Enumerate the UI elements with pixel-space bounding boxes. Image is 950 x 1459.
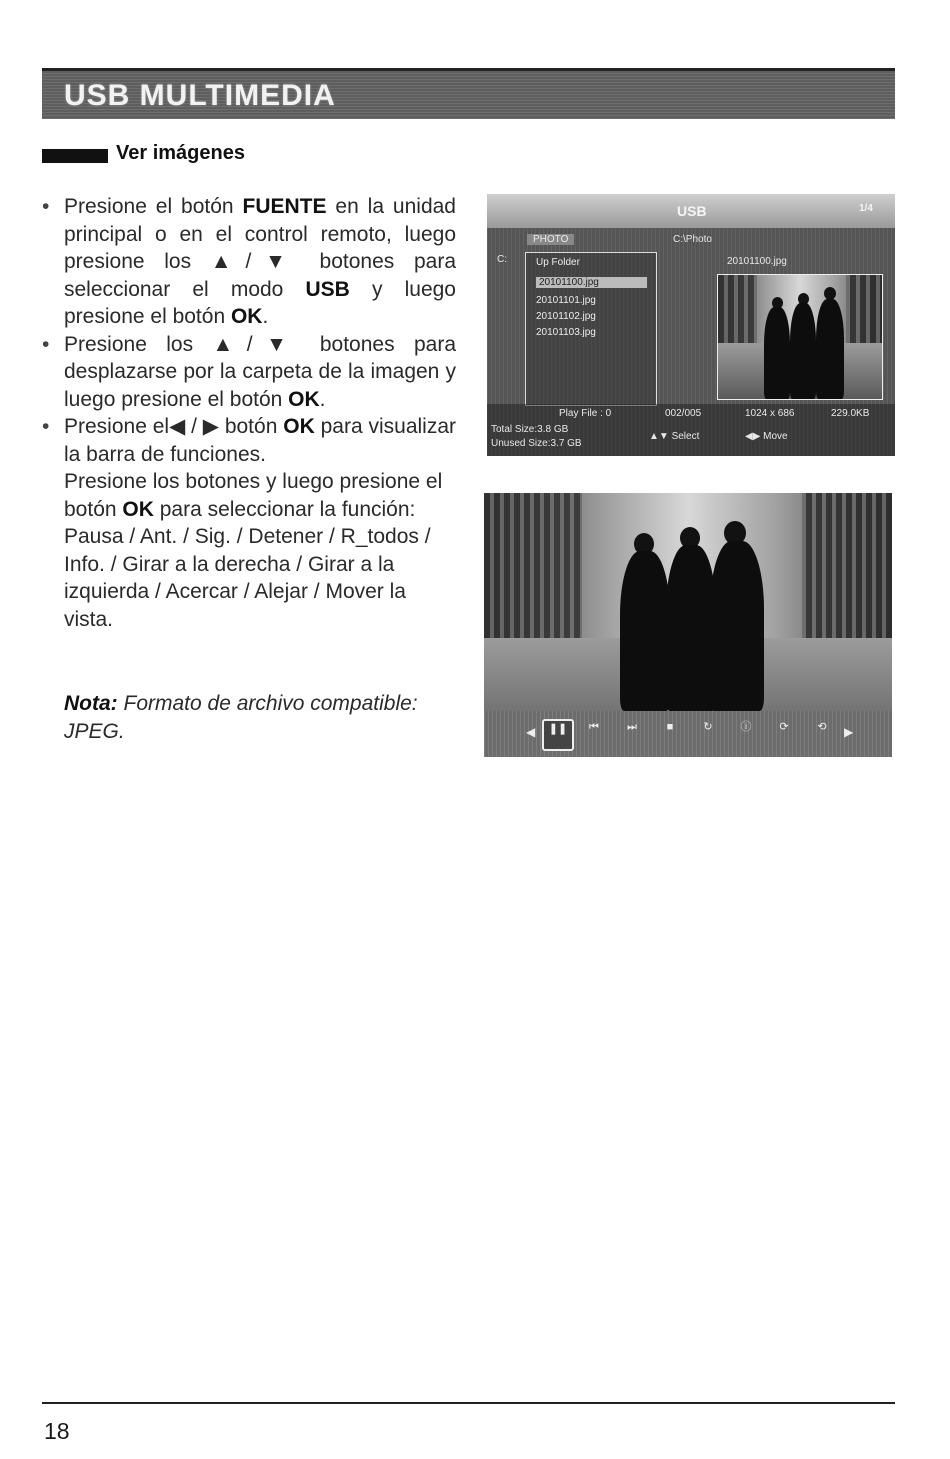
bullet-text: para visualizar la barra de funciones. [64,415,456,466]
play-file: Play File : 0 [559,408,612,419]
section-title: Ver imágenes [116,142,245,164]
prev-button[interactable]: ⏮ [589,721,599,733]
file-list-item[interactable]: 20101102.jpg [536,311,596,322]
select-hint: ▲▼ Select [649,431,700,442]
note-text: Formato de archivo compatible: JPEG. [64,692,418,743]
usb-body [487,228,895,456]
header-title: USB MULTIMEDIA [64,79,336,112]
bullet-text: Presione el botón [64,195,243,218]
keyword: FUENTE [242,195,327,218]
usb-title-bar [487,194,895,228]
repeat-button[interactable]: ↻ [703,721,713,733]
bullet-text: . [262,305,269,328]
file-list [525,252,657,406]
keyword: OK [288,387,320,411]
drive-label: C: [497,254,507,265]
total-size: Total Size:3.8 GB [491,424,569,435]
preview-filename: 20101100.jpg [727,256,787,267]
keyword: OK [122,497,154,521]
bullet-text: . [319,387,326,411]
file-list-item[interactable]: 20101100.jpg [536,277,647,288]
usb-corner: 1/4 [859,203,873,214]
photo-viewer-screenshot [484,493,892,757]
toolbar-right-arrow-icon[interactable]: ▶ [844,725,854,739]
function-bar [484,711,892,757]
usb-title: USB [677,203,707,219]
bullet-item [42,331,456,414]
file-list-item[interactable]: 20101103.jpg [536,327,596,338]
bullet-continuation [42,468,456,633]
usb-browser-screenshot [487,194,895,456]
bullet-text: para seleccionar la función: Pausa / Ant. / Sig. / Detener / R_todos / Info. / Girar a la derecha / Girar a la izquierda / Acercar / Alejar / Mover la vista. [64,497,431,631]
stop-button[interactable]: ■ [666,721,674,733]
rotate-right-button[interactable]: ⟳ [779,721,789,733]
page-number: 18 [44,1418,70,1444]
photo-preview [717,274,883,400]
section-marker [42,149,108,163]
header-bar [42,68,895,119]
instructions [42,193,456,633]
pause-button[interactable]: ❚❚ [542,719,574,751]
file-size: 229.0KB [831,408,870,419]
bullet-text: en la unidad principal o en el control remoto, luego presione los ▲/▼ botones para seleccionar el modo [64,195,456,301]
file-index: 002/005 [665,408,702,419]
keyword: USB [305,277,350,301]
file-list-item[interactable]: 20101101.jpg [536,295,596,306]
rotate-left-button[interactable]: ⟲ [817,721,827,733]
image-resolution: 1024 x 686 [745,408,795,419]
usb-status-row [487,404,895,456]
info-button[interactable]: ⓘ [740,721,752,733]
bullet-item [42,413,456,468]
bullet-text: y luego presione el botón [64,277,456,328]
footer-rule [42,1402,895,1404]
note [64,690,456,745]
bullet-item [42,193,456,331]
photo-tab[interactable]: PHOTO [527,234,574,245]
next-button[interactable]: ⏭ [627,721,637,733]
keyword: OK [230,305,263,328]
folder-path: C:\Photo [673,234,712,245]
note-label: Nota: [64,692,118,715]
toolbar-left-arrow-icon[interactable]: ◀ [526,725,536,739]
bullet-text: Presione los botones y luego presione el botón [64,470,443,521]
move-hint: ◀▶ Move [745,431,788,442]
bullet-text: Presione el◀ / ▶ botón [64,415,284,438]
file-list-item[interactable]: Up Folder [536,257,580,268]
unused-size: Unused Size:3.7 GB [491,438,582,449]
bullet-text: Presione los ▲/▼ botones para desplazarse por la carpeta de la imagen y luego presione el botón [64,332,456,411]
keyword: OK [283,415,315,438]
